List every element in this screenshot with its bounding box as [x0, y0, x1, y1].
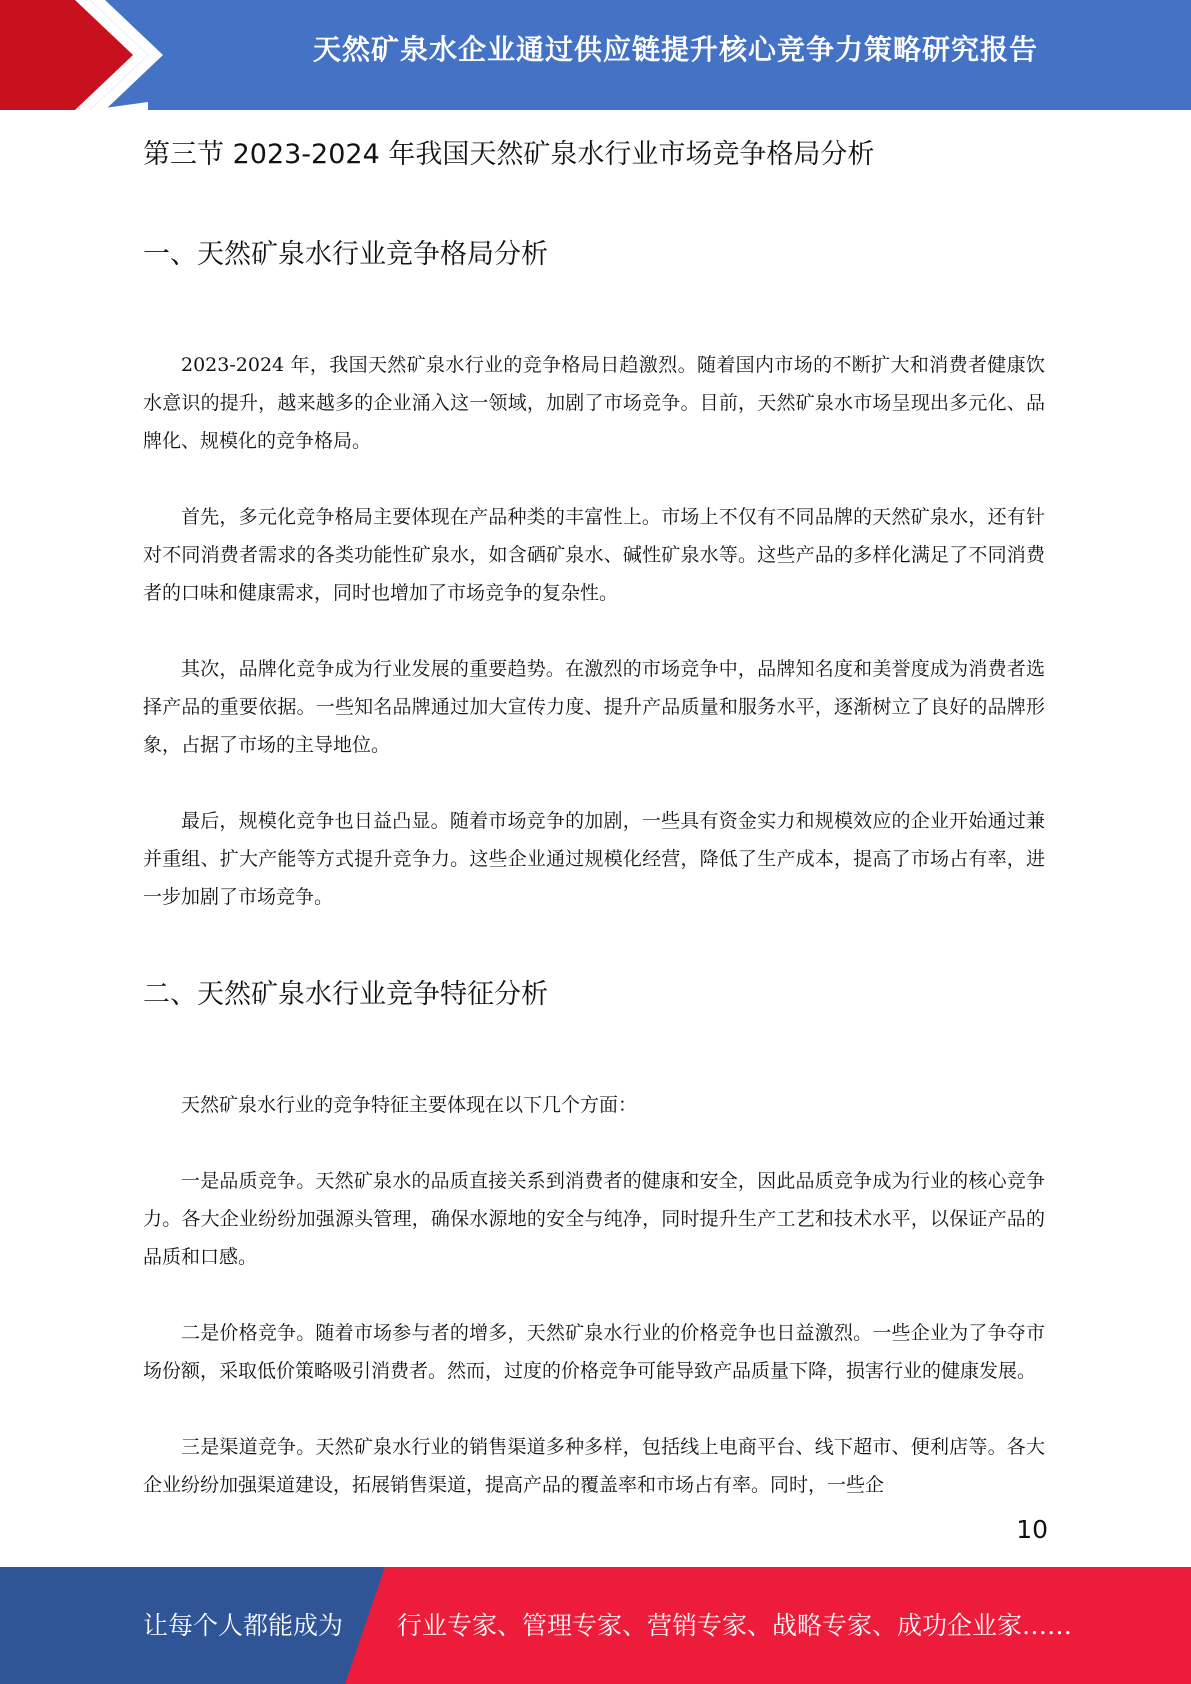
page-header	[0, 0, 1191, 110]
part2-heading: 二、天然矿泉水行业竞争特征分析	[143, 979, 548, 1010]
part1-paragraph: 其次，品牌化竞争成为行业发展的重要趋势。在激烈的市场竞争中，品牌知名度和美誉度成为消费者选择产品的重要依据。一些知名品牌通过加大宣传力度、提升产品质量和服务水平，逐渐树立了良好的品牌形象，占据了市场的主导地位。	[143, 658, 1045, 756]
part1-heading: 一、天然矿泉水行业竞争格局分析	[143, 239, 548, 270]
part2-paragraph: 天然矿泉水行业的竞争特征主要体现在以下几个方面：	[181, 1094, 638, 1116]
part2-paragraph: 一是品质竞争。天然矿泉水的品质直接关系到消费者的健康和安全，因此品质竞争成为行业的核心竞争力。各大企业纷纷加强源头管理，确保水源地的安全与纯净，同时提升生产工艺和技术水平，以保证产品的品质和口感。	[143, 1170, 1045, 1268]
page-number: 10	[1016, 1515, 1048, 1544]
page-footer	[0, 1567, 1191, 1684]
report-title: 天然矿泉水企业通过供应链提升核心竞争力策略研究报告	[312, 33, 1038, 66]
part2-paragraph: 三是渠道竞争。天然矿泉水行业的销售渠道多种多样，包括线上电商平台、线下超市、便利店等。各大企业纷纷加强渠道建设，拓展销售渠道，提高产品的覆盖率和市场占有率。同时，一些企	[143, 1436, 1045, 1496]
document-body	[143, 118, 1045, 1504]
footer-slogan-left: 让每个人都能成为	[143, 1611, 344, 1640]
part2-paragraph: 二是价格竞争。随着市场参与者的增多，天然矿泉水行业的价格竞争也日益激烈。一些企业为了争夺市场份额，采取低价策略吸引消费者。然而，过度的价格竞争可能导致产品质量下降，损害行业的健康发展。	[143, 1322, 1045, 1382]
footer-slogan-right: 行业专家、管理专家、营销专家、战略专家、成功企业家……	[397, 1611, 1073, 1640]
part1-paragraph: 2023-2024 年，我国天然矿泉水行业的竞争格局日趋激烈。随着国内市场的不断扩大和消费者健康饮水意识的提升，越来越多的企业涌入这一领域，加剧了市场竞争。目前，天然矿泉水市场呈现出多元化、品牌化、规模化的竞争格局。	[143, 354, 1045, 452]
section-title: 第三节 2023-2024 年我国天然矿泉水行业市场竞争格局分析	[143, 139, 875, 170]
part1-paragraph: 最后，规模化竞争也日益凸显。随着市场竞争的加剧，一些具有资金实力和规模效应的企业开始通过兼并重组、扩大产能等方式提升竞争力。这些企业通过规模化经营，降低了生产成本，提高了市场占有率，进一步加剧了市场竞争。	[143, 810, 1045, 908]
part1-paragraph: 首先，多元化竞争格局主要体现在产品种类的丰富性上。市场上不仅有不同品牌的天然矿泉水，还有针对不同消费者需求的各类功能性矿泉水，如含硒矿泉水、碱性矿泉水等。这些产品的多样化满足了不同消费者的口味和健康需求，同时也增加了市场竞争的复杂性。	[143, 506, 1045, 604]
